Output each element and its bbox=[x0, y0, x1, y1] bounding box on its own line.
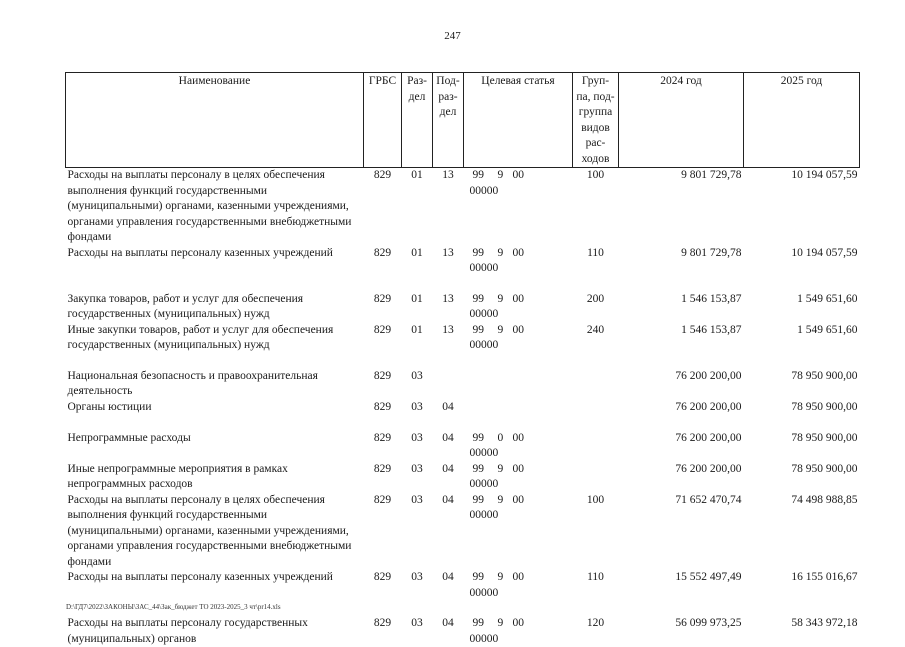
cell-grbs: 829 bbox=[364, 369, 402, 400]
cell-tselevaya bbox=[464, 292, 573, 323]
cell-podrazdel: 04 bbox=[433, 493, 464, 571]
cell-grbs: 829 bbox=[364, 323, 402, 354]
tselevaya-part-1: 99 bbox=[466, 292, 495, 308]
cell-grbs: 829 bbox=[364, 292, 402, 323]
page-number: 247 bbox=[0, 30, 905, 42]
cell-grbs: 829 bbox=[364, 462, 402, 493]
header-gruppa: Груп- па, под- группа видов рас- ходов bbox=[573, 73, 619, 168]
header-razdel: Раз- дел bbox=[402, 73, 433, 168]
tselevaya-part-1: 99 bbox=[466, 616, 495, 632]
table-row bbox=[66, 493, 860, 571]
cell-grbs: 829 bbox=[364, 431, 402, 462]
footer-file-path: D:\ГД7\2022\ЗАКОНЫ\ЗАС_44\Зак_бюджет ТО 2023-2025_3 чт\рr14.xls bbox=[66, 603, 281, 611]
tselevaya-part-2: 9 bbox=[495, 570, 510, 586]
cell-tselevaya bbox=[464, 323, 573, 354]
header-grbs: ГРБС bbox=[364, 73, 402, 168]
header-2024: 2024 год bbox=[619, 73, 744, 168]
cell-2024: 76 200 200,00 bbox=[619, 431, 744, 462]
spacer-cell bbox=[66, 277, 860, 292]
cell-tselevaya bbox=[464, 168, 573, 246]
tselevaya-part-4: 00000 bbox=[466, 184, 504, 200]
cell-vid-rashodov bbox=[573, 400, 619, 431]
tselevaya-part-2: 9 bbox=[495, 493, 510, 509]
cell-razdel: 01 bbox=[402, 323, 433, 354]
cell-tselevaya bbox=[464, 400, 573, 431]
cell-tselevaya bbox=[464, 462, 573, 493]
spacer-row bbox=[66, 277, 860, 292]
tselevaya-part-4: 00000 bbox=[466, 508, 504, 524]
tselevaya-part-3: 00 bbox=[510, 431, 535, 447]
cell-razdel: 03 bbox=[402, 462, 433, 493]
table-row bbox=[66, 431, 860, 462]
tselevaya-part-1: 99 bbox=[466, 431, 495, 447]
tselevaya-part-2: 9 bbox=[495, 616, 510, 632]
header-row bbox=[66, 73, 860, 168]
tselevaya-part-3: 00 bbox=[510, 292, 535, 308]
cell-podrazdel: 04 bbox=[433, 570, 464, 601]
cell-2025: 74 498 988,85 bbox=[744, 493, 860, 571]
cell-razdel: 03 bbox=[402, 570, 433, 601]
cell-vid-rashodov bbox=[573, 431, 619, 462]
cell-vid-rashodov: 110 bbox=[573, 246, 619, 277]
cell-podrazdel: 13 bbox=[433, 246, 464, 277]
table-row bbox=[66, 246, 860, 277]
cell-2025: 58 343 972,18 bbox=[744, 616, 860, 647]
tselevaya-part-3: 00 bbox=[510, 323, 535, 339]
spacer-row bbox=[66, 354, 860, 369]
cell-podrazdel: 13 bbox=[433, 323, 464, 354]
cell-razdel: 03 bbox=[402, 616, 433, 647]
cell-2025: 78 950 900,00 bbox=[744, 400, 860, 431]
cell-razdel: 03 bbox=[402, 431, 433, 462]
cell-vid-rashodov bbox=[573, 369, 619, 400]
cell-tselevaya bbox=[464, 493, 573, 571]
cell-2025: 10 194 057,59 bbox=[744, 168, 860, 246]
tselevaya-part-1: 99 bbox=[466, 246, 495, 262]
cell-razdel: 01 bbox=[402, 292, 433, 323]
cell-2024: 76 200 200,00 bbox=[619, 400, 744, 431]
cell-2025: 1 549 651,60 bbox=[744, 323, 860, 354]
cell-podrazdel: 13 bbox=[433, 168, 464, 246]
tselevaya-part-4: 00000 bbox=[466, 338, 504, 354]
cell-podrazdel: 04 bbox=[433, 431, 464, 462]
cell-podrazdel: 04 bbox=[433, 616, 464, 647]
cell-podrazdel bbox=[433, 369, 464, 400]
cell-grbs: 829 bbox=[364, 246, 402, 277]
cell-2024: 56 099 973,25 bbox=[619, 616, 744, 647]
table-row bbox=[66, 168, 860, 246]
table-row bbox=[66, 400, 860, 431]
tselevaya-part-1: 99 bbox=[466, 462, 495, 478]
cell-name: Органы юстиции bbox=[66, 400, 364, 431]
cell-2024: 9 801 729,78 bbox=[619, 168, 744, 246]
table-body bbox=[66, 168, 860, 647]
cell-razdel: 03 bbox=[402, 400, 433, 431]
cell-name: Расходы на выплаты персоналу в целях обеспечения выполнения функций государственными (муниципальными) органами, казенными учреждениями, органами управления государственными внебюджетными фондами bbox=[66, 168, 364, 246]
cell-grbs: 829 bbox=[364, 400, 402, 431]
tselevaya-part-3: 00 bbox=[510, 462, 535, 478]
cell-name: Иные закупки товаров, работ и услуг для обеспечения государственных (муниципальных) нужд bbox=[66, 323, 364, 354]
cell-tselevaya bbox=[464, 570, 573, 601]
tselevaya-part-2: 9 bbox=[495, 292, 510, 308]
cell-name: Закупка товаров, работ и услуг для обеспечения государственных (муниципальных) нужд bbox=[66, 292, 364, 323]
cell-2025: 10 194 057,59 bbox=[744, 246, 860, 277]
table-row bbox=[66, 323, 860, 354]
cell-name: Иные непрограммные мероприятия в рамках непрограммных расходов bbox=[66, 462, 364, 493]
table-row bbox=[66, 292, 860, 323]
tselevaya-part-2: 9 bbox=[495, 462, 510, 478]
cell-tselevaya bbox=[464, 431, 573, 462]
cell-vid-rashodov bbox=[573, 462, 619, 493]
cell-2025: 78 950 900,00 bbox=[744, 431, 860, 462]
cell-razdel: 01 bbox=[402, 168, 433, 246]
cell-vid-rashodov: 240 bbox=[573, 323, 619, 354]
cell-podrazdel: 04 bbox=[433, 462, 464, 493]
cell-tselevaya bbox=[464, 246, 573, 277]
cell-2024: 71 652 470,74 bbox=[619, 493, 744, 571]
table-row bbox=[66, 570, 860, 601]
cell-razdel: 03 bbox=[402, 369, 433, 400]
cell-name: Расходы на выплаты персоналу казенных учреждений bbox=[66, 570, 364, 601]
tselevaya-part-4: 00000 bbox=[466, 307, 504, 323]
cell-grbs: 829 bbox=[364, 570, 402, 601]
cell-grbs: 829 bbox=[364, 168, 402, 246]
cell-name: Национальная безопасность и правоохранительная деятельность bbox=[66, 369, 364, 400]
cell-2024: 76 200 200,00 bbox=[619, 369, 744, 400]
cell-2024: 1 546 153,87 bbox=[619, 292, 744, 323]
header-name: Наименование bbox=[66, 73, 364, 168]
cell-vid-rashodov: 110 bbox=[573, 570, 619, 601]
tselevaya-part-4: 00000 bbox=[466, 477, 504, 493]
cell-2024: 1 546 153,87 bbox=[619, 323, 744, 354]
tselevaya-part-3: 00 bbox=[510, 168, 535, 184]
tselevaya-part-2: 9 bbox=[495, 323, 510, 339]
tselevaya-part-2: 9 bbox=[495, 168, 510, 184]
cell-name: Расходы на выплаты персоналу государственных (муниципальных) органов bbox=[66, 616, 364, 647]
header-podrazdel: Под- раз- дел bbox=[433, 73, 464, 168]
tselevaya-part-4: 00000 bbox=[466, 586, 504, 602]
cell-grbs: 829 bbox=[364, 493, 402, 571]
table-row bbox=[66, 369, 860, 400]
cell-2024: 76 200 200,00 bbox=[619, 462, 744, 493]
tselevaya-part-1: 99 bbox=[466, 493, 495, 509]
cell-grbs: 829 bbox=[364, 616, 402, 647]
tselevaya-part-4: 00000 bbox=[466, 632, 504, 647]
tselevaya-part-4: 00000 bbox=[466, 446, 504, 462]
cell-2025: 16 155 016,67 bbox=[744, 570, 860, 601]
tselevaya-part-3: 00 bbox=[510, 616, 535, 632]
table-row bbox=[66, 462, 860, 493]
tselevaya-part-1: 99 bbox=[466, 323, 495, 339]
cell-podrazdel: 04 bbox=[433, 400, 464, 431]
tselevaya-part-3: 00 bbox=[510, 493, 535, 509]
cell-vid-rashodov: 100 bbox=[573, 168, 619, 246]
header-tselevaya: Целевая статья bbox=[464, 73, 573, 168]
tselevaya-part-4: 00000 bbox=[466, 261, 504, 277]
cell-name: Расходы на выплаты персоналу казенных учреждений bbox=[66, 246, 364, 277]
header-2025: 2025 год bbox=[744, 73, 860, 168]
cell-vid-rashodov: 100 bbox=[573, 493, 619, 571]
tselevaya-part-3: 00 bbox=[510, 570, 535, 586]
tselevaya-part-1: 99 bbox=[466, 570, 495, 586]
budget-table bbox=[65, 72, 860, 647]
cell-2025: 1 549 651,60 bbox=[744, 292, 860, 323]
cell-2024: 15 552 497,49 bbox=[619, 570, 744, 601]
table-row bbox=[66, 616, 860, 647]
tselevaya-part-2: 0 bbox=[495, 431, 510, 447]
cell-2025: 78 950 900,00 bbox=[744, 462, 860, 493]
tselevaya-part-3: 00 bbox=[510, 246, 535, 262]
cell-name: Расходы на выплаты персоналу в целях обеспечения выполнения функций государственными (муниципальными) органами, казенными учреждениями, органами управления государственными внебюджетными фондами bbox=[66, 493, 364, 571]
cell-razdel: 01 bbox=[402, 246, 433, 277]
tselevaya-part-2: 9 bbox=[495, 246, 510, 262]
cell-podrazdel: 13 bbox=[433, 292, 464, 323]
cell-vid-rashodov: 200 bbox=[573, 292, 619, 323]
cell-2024: 9 801 729,78 bbox=[619, 246, 744, 277]
cell-razdel: 03 bbox=[402, 493, 433, 571]
cell-vid-rashodov: 120 bbox=[573, 616, 619, 647]
tselevaya-part-1: 99 bbox=[466, 168, 495, 184]
cell-tselevaya bbox=[464, 616, 573, 647]
spacer-cell bbox=[66, 354, 860, 369]
cell-name: Непрограммные расходы bbox=[66, 431, 364, 462]
cell-tselevaya bbox=[464, 369, 573, 400]
cell-2025: 78 950 900,00 bbox=[744, 369, 860, 400]
